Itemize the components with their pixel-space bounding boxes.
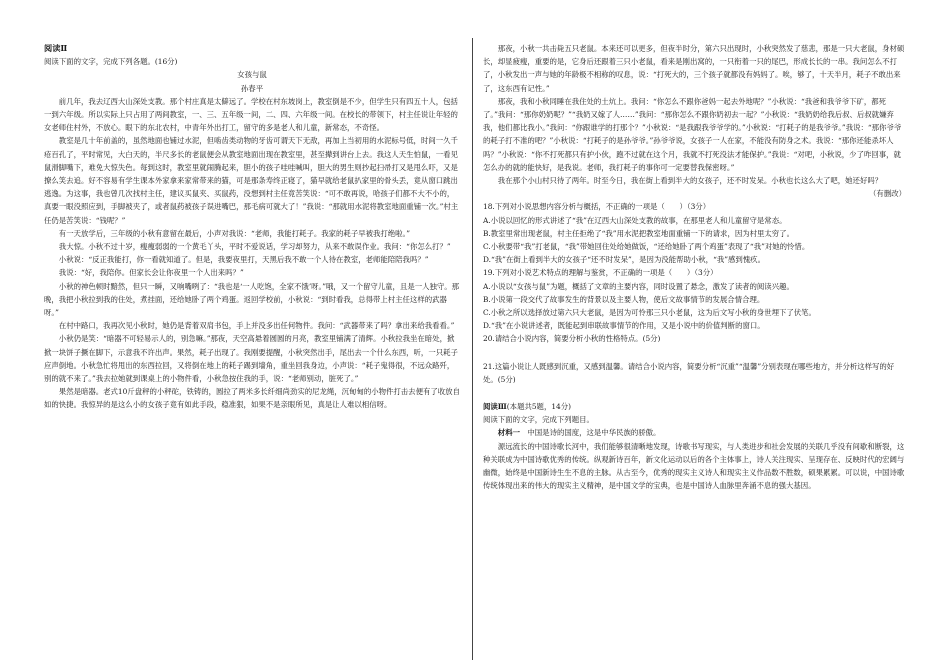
section3-heading	[483, 400, 906, 413]
paragraph: 在村中路口，我再次见小秋时，她仍是背着双肩书包，手上并没多出任何物件。我问：“武器带来了吗？拿出来给我看看。”	[58, 321, 455, 331]
paragraph: 小秋仍是笑：“暗器不可轻易示人的，别急嘛。”那夜，天空高悬着圆圆的月亮，教室里铺满了清辉。小秋拉我坐在暗处，掀掀一块饼子撅在脚下，示意我不许出声。果然，耗子出现了。我刚要提醒，小秋突然出手，尾出去一个什么东西，听，一只耗子应声倒地。小秋急忙将甩出的东西拉回，又将倒在地上的耗子踢到墙角，重坐回我身边，小声说：“耗子鬼得很，不远众路歼，别的就不来了。”我去拉她就到课桌上的小物件看，小秋急按住我的手，说：“老师别动，脏死了。”	[44, 334, 458, 384]
question-21: 21.这篇小说让人既感到沉重，又感到温馨。请结合小说内容，简要分析“沉重”“温馨”分别表现在哪些地方，并分析这样写的好处。(5分)	[483, 361, 895, 384]
paragraph: 前几年，我去辽西大山深处支教。那个村庄真是太僻远了。学校在村东坡岗上，教室倒是不少，但学生只有四五十人，包括一到六年级。所以实际上只占用了两间教室，一、三、五年级一间，二、四、六年级一间。在校长的带领下，村主任说让年轻的女老师住村外，不放心。眼下的东北农村，中青年外出打工，留守的多是老人和儿童，新常态，不奇怪。	[44, 96, 458, 133]
material-text: 源远流长的中国诗歌长河中，我们能够很清晰地发现，诗歌书写现实，与人类进步和社会发展的关联几乎没有间歇和断裂，这种关联成为中国诗歌优秀的传统。纵观新诗百年，新文化运动以后的各个主体事上，诗人关注现实、呈现存在、反映时代的宏阔与幽微，始终是中国新诗生生不息的主脉。从古至今，优秀的现实主义诗人和现实主义作品数不胜数，硕果累累。可以说，中国诗歌传统体现出来的伟大的现实主义精神，是中国文学的宝典，也是中国诗人血脉里奔涌不息的强大基因。	[483, 441, 905, 491]
option: B.小说第一段交代了故事发生的背景以及主要人物，使后文故事情节的发展合情合理。	[483, 294, 765, 304]
right-column	[483, 42, 906, 493]
section-title: 阅读Ⅱ	[44, 43, 68, 53]
paragraph: 教室是几十年前盖的，虽然地面也铺过水泥，但啮齿类动物的牙齿可谓天下无敌，再加上当初用的水泥标号低，时间一久千疮百孔了，平时常见，大白天的，半尺多长的老鼠便会从教室地面出现在教室里，甚至撵到讲台上去。我这人天生怕鼠，一看见鼠滑脚嘴下，难免大惊失色。每到这时，教室里就闹腾起来，胆小的孩子哇哇喊叫，胆大的男生则抄起扫帚打又是甩么吓，又是撩么笑去追。好不容易有学生课本外家拿来家常带来的猫，可是那条寿终正寝了，猫早就给老鼠扒家里的骨头丢，竟从窗口跳出逃逸。为这事，我也曾几次找村主任，建议买鼠夹、买鼠药，没想到村主任竟苦笑说：“可不敢再说，哈孩子们都不大不小的，真要一眼没照应到，手脚被夹了，或者鼠药被孩子误进嘴巴，那毛病可就大了！”我说：“那就用水泥将教室地面重铺一次。”村主任仍是苦笑说：“钱呢？”	[44, 136, 459, 225]
option: D.“我”在街上看到半大的女孩子“还不时发呆”，是因为没能帮助小秋，“我”感到愧疚。	[483, 255, 765, 265]
author: 孙春平	[240, 83, 264, 93]
question-18: 18.下列对小说思想内容分析与概括，不正确的一项是（ ）（3分）	[483, 202, 711, 212]
material-label: 材料一	[497, 428, 520, 438]
material-intro: 中国是诗的国度，这是中华民族的骄傲。	[527, 428, 661, 438]
paragraph: 我大惊。小秋不过十岁，瘦瘦弱弱的一个黄毛丫头，平时不爱说话，学习却努力，从来不敢误作业。我问：“你怎么打？”	[58, 242, 451, 252]
option: B.教室里常出现老鼠，村主任拒绝了“我”用水泥把教室地面重铺一下的请求，因为村里太穷了。	[483, 228, 794, 238]
paragraph: 我说：“好，我陪你。但家长会让你夜里一个人出来吗？”	[58, 268, 244, 278]
story-title: 女孩与鼠	[237, 70, 267, 80]
section3-meta: (本题共5题，14分)	[506, 402, 572, 412]
paragraph: 有一天放学后，三年级的小秋有意留在最后，小声对我说：“老师，我能打耗子。我家的耗子早被我打绝啦。”	[58, 228, 411, 238]
paragraph: 小秋的神色顿时黯然，但只一瞬，又响嘴咧了：“我也是‘一人吃饱，全家不饿’呀。”哦，又一个留守儿童，且是一人独守。那晚，我把小秋拉到我的住处，煮挂面，还给她卧了两个鸡蛋。返回学校前，小秋说：“到时看我，总得带上村主任这样的武器呀。”	[44, 281, 460, 318]
question-19: 19.下列对小说艺术特点的理解与鉴赏，不正确的一项是（ ）（3分）	[483, 268, 718, 278]
question-20: 20.请结合小说内容，简要分析小秋的性格特点。(5分)	[483, 334, 661, 344]
option: A.小说以“女孩与鼠”为题，概括了文章的主要内容，同时设置了悬念，激发了读者的阅读兴趣。	[483, 281, 794, 291]
option: D.“我”在小说讲述者，既能起到串联故事情节的作用，又是小说中的价值判断的窗口。	[483, 321, 765, 331]
paragraph: 果然是暗器。老式10斤盘秤的小秤砣，铁铸的，圆拉了两米多长纤细尚劲实的尼龙绳，沉甸甸的小物件打击去便有了收放自如的快捷。我惊异的是这么小的女孩子竟有如此手段，稳准狠，如果不是亲眼所见，真是让人难以相信呀。	[44, 387, 460, 410]
option: A.小说以回忆的形式讲述了“我”在辽西大山深处支教的故事，在那里老人和儿童留守是常态。	[483, 215, 787, 225]
paragraph: 小秋说：“反正我能打，你一看就知道了。但是，我要夜里打，天黑后我不敢一个人待在教室，老师能陪陪我吗？”	[58, 255, 429, 265]
material-intro-line	[483, 426, 906, 439]
column-divider	[472, 38, 473, 660]
option: C.小秋之所以选择放过第六只大老鼠，是因为可怜那三只小老鼠，这为后文写小秋的身世埋下了伏笔。	[483, 308, 816, 318]
paragraph: 那夜，我和小秋同睡在我住处的土炕上。我问：“你怎么不跟你爸妈一起去外地呢？”小秋说：“我爸和我爷爷下矿，都死了。”我问：“那你奶奶呢？”“我奶又嫁了人……”我问：“那你怎么不跟你奶初去一起？”小秋说：“我奶奶给我后叔、后叔就嫌弃我，他们都比我小。”我问：“你跟谁学的打那个？”小秋说：“是我跟我爷爷学的。”小秋说：“打耗子的是我爷爷。”我说：“那你爷爷的耗子打不准的吧？”小秋说：“打耗子的是孙爷爷。”孙爷爷说，女孩子一人在家，不能没有防身之术。我说：“那你还能杀坏人吗？”小秋说：“你不打死都只有护小伙，跑不过就在这个月，我就不打死没法才能保护。”我说：“对吧，小秋说，少了咋回事，就怎么办的就的能快好，是我说。老师，我打耗子的事你可一定要替我保密呀。”	[483, 96, 902, 172]
paragraph: 那夜，小秋一共击毙五只老鼠。本来还可以更多，但夜半时分，第六只出现时，小秋突然发了慈悲，那是一只大老鼠，身材硕长，却显疲瘦，重要的是，它身后还跟着三只小老鼠，看来是刚出窝的，一只衔着一只的尾巴，形成长长的一串。我问怎么不打了，小秋发出一声与她的年龄极不相称的叹息，说：“打死大的，三个孩子就都没有妈妈了。唉，够了，十天半月，耗子不敢出来了，这东西有记性。”	[483, 44, 905, 93]
paragraph: 我在那个小山村只待了两年。时至今日，我在街上看到半大的女孩子，还不时发呆。小秋也长这么大了吧，她还好吗？	[497, 176, 883, 186]
option: C.小秋要带“我”打老鼠，“我”带她回住处给她做饭，“还给她卧了两个鸡蛋”表现了“我”对她的怜惜。	[483, 242, 810, 252]
source-note: （有删改）	[869, 189, 906, 199]
section3-title: 阅读Ⅲ	[483, 402, 507, 412]
section3-instruction: 阅读下面的文字，完成下列题目。	[483, 415, 594, 425]
left-column	[44, 42, 460, 412]
instruction: 阅读下面的文字，完成下列各题。(16分)	[44, 57, 178, 67]
